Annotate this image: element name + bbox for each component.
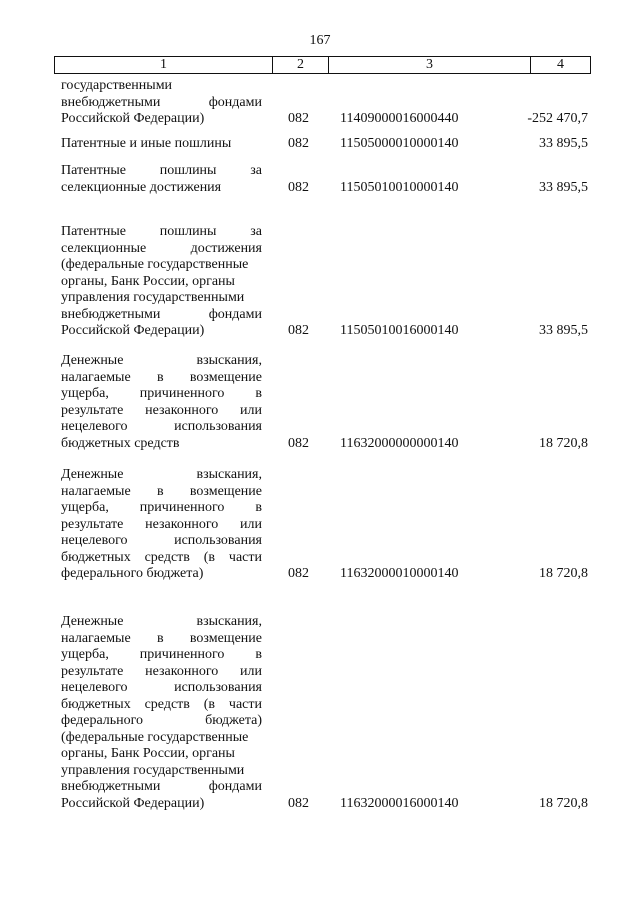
description-line: Патентные пошлины за [61, 163, 262, 178]
column-header-2: 2 [273, 57, 329, 74]
description-line: федерального бюджета) [61, 713, 262, 728]
admin-code: 082 [288, 111, 309, 126]
description-line: управления государственными [61, 290, 245, 305]
budget-classification-code: 11632000000000140 [340, 435, 459, 451]
description-line: нецелевого использования [61, 680, 262, 695]
description-line: (федеральные государственные [61, 257, 249, 272]
budget-classification-code: 11409000016000440 [340, 111, 459, 126]
admin-code: 082 [288, 566, 309, 581]
column-header-1: 1 [55, 57, 273, 74]
description-line: Российской Федерации) [61, 795, 205, 811]
admin-code: 082 [288, 179, 309, 195]
description-line: ущерба, причиненного в [61, 647, 262, 662]
description-line: селекционные достижения [61, 179, 222, 195]
description-line: бюджетных средств (в части [61, 549, 262, 565]
description-line: Патентные пошлины за [61, 224, 262, 239]
description-line: налагаемые в возмещение [61, 369, 262, 385]
description-line: внебюджетными фондами [61, 94, 262, 110]
amount: 33 895,5 [539, 179, 588, 195]
description-line: селекционные достижения [61, 240, 262, 256]
budget-classification-code: 11632000016000140 [340, 795, 459, 811]
description-line: результате незаконного или [61, 402, 262, 418]
row-description [61, 224, 262, 340]
description-line: внебюджетными фондами [61, 779, 262, 794]
column-header-3: 3 [329, 57, 531, 74]
description-line: Российской Федерации) [61, 323, 205, 338]
amount: -252 470,7 [527, 111, 588, 126]
description-line: управления государственными [61, 762, 245, 778]
column-header-row [55, 57, 591, 74]
description-line: налагаемые в возмещение [61, 483, 262, 499]
admin-code: 082 [288, 795, 309, 811]
description-line: Денежные взыскания, [61, 353, 262, 368]
budget-classification-code: 11505010010000140 [340, 179, 459, 195]
description-line: Патентные и иные пошлины [61, 136, 232, 151]
budget-classification-code: 11505000010000140 [340, 136, 459, 151]
row-description [61, 467, 262, 583]
description-line: Денежные взыскания, [61, 614, 262, 629]
admin-code: 082 [288, 435, 309, 451]
row-description [61, 163, 262, 196]
description-line: внебюджетными фондами [61, 306, 262, 322]
column-header-4: 4 [531, 57, 591, 74]
description-line: государственными [61, 78, 173, 93]
description-line: налагаемые в возмещение [61, 630, 262, 646]
description-line: нецелевого использования [61, 533, 262, 548]
description-line: Российской Федерации) [61, 111, 205, 126]
row-description [61, 353, 262, 452]
page-number: 167 [309, 33, 331, 48]
description-line: (федеральные государственные [61, 729, 249, 745]
admin-code: 082 [288, 136, 309, 151]
description-line: органы, Банк России, органы [61, 746, 235, 761]
description-line: результате незаконного или [61, 663, 262, 679]
description-line: органы, Банк России, органы [61, 273, 235, 289]
column-header-table [54, 56, 591, 74]
amount: 18 720,8 [539, 795, 588, 811]
row-description [61, 614, 262, 812]
row-description [61, 78, 262, 128]
description-line: ущерба, причиненного в [61, 500, 262, 515]
amount: 33 895,5 [539, 323, 588, 338]
description-line: результате незаконного или [61, 516, 262, 532]
description-line: федерального бюджета) [61, 566, 204, 581]
description-line: бюджетных средств (в части [61, 696, 262, 712]
admin-code: 082 [288, 323, 309, 338]
row-description [61, 136, 262, 153]
budget-classification-code: 11632000010000140 [340, 566, 459, 581]
budget-classification-code: 11505010016000140 [340, 323, 459, 338]
description-line: бюджетных средств [61, 435, 180, 451]
amount: 18 720,8 [539, 435, 588, 451]
description-line: Денежные взыскания, [61, 467, 262, 482]
amount: 18 720,8 [539, 566, 588, 581]
amount: 33 895,5 [539, 136, 588, 151]
description-line: нецелевого использования [61, 419, 262, 434]
description-line: ущерба, причиненного в [61, 386, 262, 401]
